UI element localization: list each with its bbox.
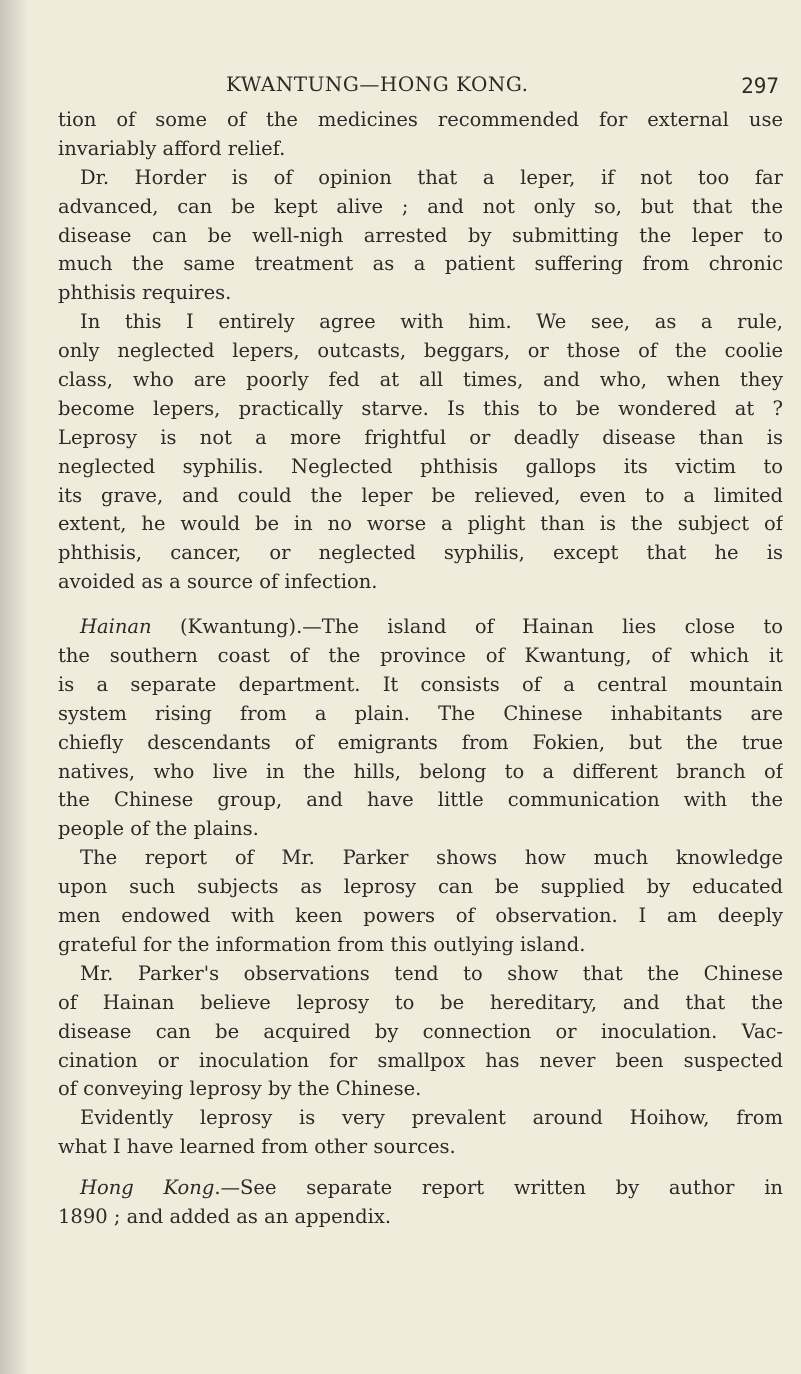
page-gutter-shadow — [0, 0, 28, 1374]
text-line: natives, who live in the hills, belong to a different branch of — [58, 759, 783, 783]
text-line: In this I entirely agree with him. We see, as a rule, — [80, 310, 783, 334]
text-line: of conveying leprosy by the Chinese. — [58, 1077, 422, 1101]
text-line: disease can be well-nigh arrested by submitting the leper to — [58, 223, 783, 247]
paragraph-agreement — [58, 308, 783, 597]
running-head-title: KWANTUNG—HONG KONG. — [226, 72, 529, 96]
section-intro-text: .—See separate report written by author in — [214, 1176, 783, 1200]
text-line: Evidently leprosy is very prevalent around Hoihow, from — [80, 1106, 783, 1130]
text-line: grateful for the information from this outlying island. — [58, 932, 586, 956]
text-line: Mr. Parker's observations tend to show that the Chinese — [80, 961, 783, 985]
section-hong-kong — [58, 1174, 783, 1232]
text-line: men endowed with keen powers of observation. I am deeply — [58, 904, 783, 928]
section-intro-text: (Kwantung).—The island of Hainan lies close to — [151, 615, 783, 639]
paragraph-parker-observations — [58, 960, 783, 1104]
text-line: its grave, and could the leper be relieved, even to a limited — [58, 483, 783, 507]
text-line: 1890 ; and added as an appendix. — [58, 1204, 392, 1228]
section-heading-hainan: Hainan — [80, 615, 152, 639]
book-page — [58, 60, 783, 1232]
text-line: advanced, can be kept alive ; and not only so, but that the — [58, 194, 783, 218]
text-line: system rising from a plain. The Chinese inhabitants are — [58, 701, 783, 725]
paragraph-continuation — [58, 106, 783, 164]
text-line: cination or inoculation for smallpox has never been suspected — [58, 1048, 783, 1072]
text-line: people of the plains. — [58, 817, 259, 841]
text-line: avoided as a source of infection. — [58, 570, 378, 594]
text-line: much the same treatment as a patient suffering from chronic — [58, 252, 783, 276]
text-line: extent, he would be in no worse a plight than is the subject of — [58, 512, 783, 536]
text-line: the Chinese group, and have little communication with the — [58, 788, 783, 812]
text-line: Leprosy is not a more frightful or deadly disease than is — [58, 425, 783, 449]
text-line: invariably afford relief. — [58, 136, 286, 160]
text-line — [58, 613, 783, 642]
text-line: what I have learned from other sources. — [58, 1135, 456, 1159]
text-line: disease can be acquired by connection or inoculation. Vac- — [58, 1019, 783, 1043]
text-line: only neglected lepers, outcasts, beggars, or those of the coolie — [58, 339, 783, 363]
text-line — [58, 1174, 783, 1203]
text-line: is a separate department. It consists of a central mountain — [58, 672, 783, 696]
paragraph-parker-report — [58, 844, 783, 960]
text-line: phthisis requires. — [58, 281, 232, 305]
paragraph-hoihow — [58, 1104, 783, 1162]
section-gap — [58, 1162, 783, 1174]
section-hainan — [58, 613, 783, 844]
text-line: tion of some of the medicines recommended for external use — [58, 108, 783, 131]
text-line: the southern coast of the province of Kwantung, of which it — [58, 644, 783, 668]
text-line: upon such subjects as leprosy can be supplied by educated — [58, 875, 783, 899]
text-line: Dr. Horder is of opinion that a leper, if not too far — [80, 165, 783, 189]
paragraph-horder — [58, 164, 783, 308]
text-line: phthisis, cancer, or neglected syphilis, except that he is — [58, 541, 783, 565]
text-line: chiefly descendants of emigrants from Fokien, but the true — [58, 730, 783, 754]
text-line: neglected syphilis. Neglected phthisis gallops its victim to — [58, 454, 783, 478]
page-number: 297 — [741, 74, 779, 98]
text-line: of Hainan believe leprosy to be hereditary, and that the — [58, 990, 783, 1014]
text-line: The report of Mr. Parker shows how much knowledge — [80, 846, 783, 870]
text-line: class, who are poorly fed at all times, and who, when they — [58, 368, 783, 392]
running-head — [58, 60, 783, 106]
section-gap — [58, 597, 783, 613]
section-heading-hong-kong: Hong Kong — [80, 1176, 215, 1200]
text-line: become lepers, practically starve. Is this to be wondered at ? — [58, 396, 783, 420]
